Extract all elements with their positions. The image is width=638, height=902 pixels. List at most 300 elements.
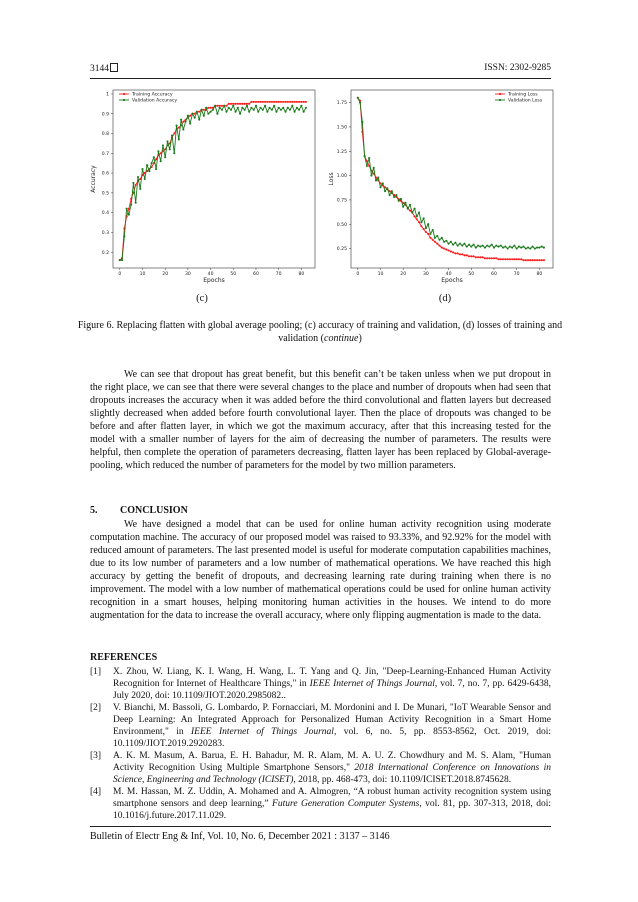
data-point <box>509 258 511 260</box>
data-point <box>239 113 241 115</box>
data-point <box>454 252 456 254</box>
x-tick-label: 0 <box>356 272 360 277</box>
data-point <box>359 102 361 104</box>
data-point <box>364 155 366 157</box>
data-point <box>207 113 209 115</box>
data-point <box>275 101 277 103</box>
data-point <box>255 101 257 103</box>
data-point <box>495 257 497 259</box>
data-point <box>441 237 443 239</box>
data-point <box>235 103 237 105</box>
legend-marker <box>499 93 501 95</box>
data-point <box>141 168 143 170</box>
data-point <box>502 258 504 260</box>
data-point <box>232 103 234 105</box>
caption-text: Figure 6. Replacing flatten with global average pooling; (c) accuracy of training and validation, (d) losses of training and validation ( <box>77 320 563 344</box>
data-point <box>278 101 280 103</box>
data-point <box>525 247 527 249</box>
data-point <box>459 243 461 245</box>
reference-authors: X. Zhou, W. Liang, K. I. Wang, H. Wang, L. T. Yang and Q. Jin, "Deep-Learning-Enhanced Human Activity Recognition for Internet of Healthcare Things," in <box>113 667 551 689</box>
x-tick-label: 40 <box>445 272 452 277</box>
data-point <box>259 107 261 109</box>
reference-details: , vol. 81, pp. 307-313, 2018, doi: 10.1016/j.future.2017.11.029. <box>113 799 551 821</box>
y-tick-label: 1.00 <box>336 174 347 180</box>
data-point <box>237 107 239 109</box>
journal-issn: ISSN: 2302-9285 <box>484 63 551 73</box>
data-point <box>497 258 499 260</box>
x-tick-label: 30 <box>422 272 429 277</box>
data-point <box>162 144 164 146</box>
data-point <box>416 218 418 220</box>
data-point <box>164 156 166 158</box>
caption-suffix: ) <box>358 333 362 344</box>
x-axis-label: Epochs <box>203 277 225 284</box>
data-point <box>287 101 289 103</box>
data-point <box>228 107 230 109</box>
data-point <box>185 121 187 123</box>
data-point <box>532 246 534 248</box>
data-point <box>409 210 411 212</box>
data-point <box>176 125 178 127</box>
legend-label: Validation Accuracy <box>132 98 178 104</box>
data-point <box>132 182 134 184</box>
data-point <box>536 259 538 261</box>
data-point <box>210 107 212 109</box>
data-point <box>210 111 212 113</box>
data-point <box>491 244 493 246</box>
data-point <box>373 167 375 169</box>
data-point <box>305 107 307 109</box>
data-point <box>541 246 543 248</box>
reference-details: , vol. 7, no. 7, pp. 6429-6438, July 2020, doi: 10.1109/JIOT.2020.2985082.. <box>113 679 551 701</box>
data-point <box>221 109 223 111</box>
data-point <box>434 237 436 239</box>
data-point <box>123 235 125 237</box>
data-point <box>511 258 513 260</box>
data-point <box>418 212 420 214</box>
data-point <box>248 111 250 113</box>
data-point <box>221 105 223 107</box>
x-tick-label: 30 <box>184 272 191 277</box>
legend-marker <box>123 93 125 95</box>
data-point <box>298 109 300 111</box>
data-point <box>409 204 411 206</box>
data-point <box>429 233 431 235</box>
legend-marker <box>499 99 501 101</box>
data-point <box>416 215 418 217</box>
data-point <box>504 258 506 260</box>
accuracy-chart-svg <box>87 84 321 290</box>
data-point <box>448 249 450 251</box>
data-point <box>235 111 237 113</box>
loss-chart-svg <box>325 84 559 290</box>
data-point <box>160 160 162 162</box>
y-tick-label: 0.8 <box>101 132 109 138</box>
data-point <box>271 101 273 103</box>
reference-number: [2] <box>90 703 102 713</box>
data-point <box>479 246 481 248</box>
legend-label: Training Loss <box>508 92 538 98</box>
data-point <box>241 107 243 109</box>
data-point <box>189 115 191 117</box>
data-point <box>194 117 196 119</box>
data-point <box>284 101 286 103</box>
data-point <box>473 255 475 257</box>
references-list <box>90 666 551 822</box>
data-point <box>144 178 146 180</box>
data-point <box>282 101 284 103</box>
data-point <box>432 239 434 241</box>
data-point <box>194 113 196 115</box>
discussion-paragraph <box>90 368 551 472</box>
data-point <box>511 247 513 249</box>
data-point <box>239 103 241 105</box>
data-point <box>237 103 239 105</box>
data-point <box>429 237 431 239</box>
data-point <box>532 259 534 261</box>
data-point <box>470 255 472 257</box>
data-point <box>404 202 406 204</box>
reference-item <box>90 786 551 822</box>
data-point <box>427 223 429 225</box>
accuracy-chart <box>87 84 321 290</box>
legend-label: Validation Loss <box>508 98 543 104</box>
x-tick-label: 80 <box>298 272 305 277</box>
data-point <box>232 105 234 107</box>
data-point <box>282 107 284 109</box>
data-point <box>448 243 450 245</box>
data-point <box>230 103 232 105</box>
data-point <box>484 247 486 249</box>
y-tick-label: 0.9 <box>101 112 109 118</box>
caption-italic: continue <box>324 333 359 344</box>
data-point <box>248 103 250 105</box>
data-point <box>459 253 461 255</box>
data-point <box>189 123 191 125</box>
data-point <box>418 221 420 223</box>
section-number: 5. <box>90 505 98 516</box>
data-point <box>275 111 277 113</box>
data-point <box>203 115 205 117</box>
data-point <box>212 109 214 111</box>
data-point <box>357 97 359 99</box>
data-point <box>438 245 440 247</box>
series-line <box>120 106 306 260</box>
data-point <box>479 256 481 258</box>
conclusion-text: We have designed a model that can be used for online human activity recognition using moderate computation machine. The accuracy of our proposed model was raised to 93.33%, and 92.92% for the model with reduced amount of parameters. The last presented model is useful for moderate computation capabilities machines, due to its low number of parameters and a low number of mathematical operations. We have reached this high accuracy by getting the benefit of dropouts, and decreasing learning rate during training when there is no improvement. The model with a low number of mathematical operations could be used for online human activity recognition in a smart houses, helping monitoring human activities in the houses. We intend to do more augmentation for the data to increase the overall accuracy, where only flipping augmentation is made to the data. <box>90 519 551 621</box>
data-point <box>445 248 447 250</box>
data-point <box>457 252 459 254</box>
data-point <box>543 259 545 261</box>
page-number-text: 3144 <box>90 64 109 74</box>
data-point <box>262 109 264 111</box>
data-point <box>425 227 427 229</box>
data-point <box>386 187 388 189</box>
data-point <box>253 109 255 111</box>
data-point <box>289 109 291 111</box>
data-point <box>463 243 465 245</box>
references-title: REFERENCES <box>90 652 158 663</box>
data-point <box>137 176 139 178</box>
data-point <box>135 184 137 186</box>
data-point <box>377 176 379 178</box>
data-point <box>287 107 289 109</box>
page-number-box-icon <box>110 63 118 72</box>
plot-frame <box>351 90 553 268</box>
data-point <box>257 111 259 113</box>
data-point <box>389 194 391 196</box>
data-point <box>166 140 168 142</box>
data-point <box>182 129 184 131</box>
data-point <box>157 150 159 152</box>
reference-item <box>90 750 551 786</box>
data-point <box>457 245 459 247</box>
data-point <box>173 152 175 154</box>
reference-item <box>90 666 551 702</box>
legend-marker <box>123 99 125 101</box>
figure-label-d: (d) <box>438 293 452 304</box>
data-point <box>264 101 266 103</box>
data-point <box>493 247 495 249</box>
reference-number: [3] <box>90 751 102 761</box>
data-point <box>207 107 209 109</box>
y-tick-label: 1 <box>106 92 109 98</box>
data-point <box>436 235 438 237</box>
data-point <box>361 121 363 123</box>
x-tick-label: 20 <box>162 272 169 277</box>
data-point <box>425 231 427 233</box>
data-point <box>518 246 520 248</box>
plot-frame <box>113 90 315 268</box>
data-point <box>298 101 300 103</box>
x-tick-label: 70 <box>275 272 282 277</box>
section-title: CONCLUSION <box>120 505 188 516</box>
x-tick-label: 60 <box>253 272 259 277</box>
data-point <box>432 229 434 231</box>
data-point <box>443 241 445 243</box>
data-point <box>266 111 268 113</box>
data-point <box>507 247 509 249</box>
data-point <box>384 190 386 192</box>
data-point <box>291 105 293 107</box>
data-point <box>151 162 153 164</box>
x-tick-label: 50 <box>230 272 237 277</box>
data-point <box>468 255 470 257</box>
data-point <box>139 188 141 190</box>
data-point <box>225 105 227 107</box>
data-point <box>434 241 436 243</box>
data-point <box>303 101 305 103</box>
data-point <box>182 121 184 123</box>
page-footer <box>90 831 390 842</box>
x-tick-label: 0 <box>118 272 122 277</box>
data-point <box>493 257 495 259</box>
series-line <box>120 102 306 260</box>
data-point <box>119 259 121 261</box>
data-point <box>205 107 207 109</box>
data-point <box>228 103 230 105</box>
data-point <box>484 257 486 259</box>
data-point <box>178 127 180 129</box>
data-point <box>241 103 243 105</box>
data-point <box>153 156 155 158</box>
data-point <box>280 101 282 103</box>
loss-chart <box>325 84 559 290</box>
series-line <box>358 98 544 249</box>
data-point <box>180 119 182 121</box>
data-point <box>534 247 536 249</box>
y-tick-label: 1.50 <box>336 125 347 131</box>
x-tick-label: 40 <box>207 272 214 277</box>
x-axis-label: Epochs <box>441 277 463 284</box>
data-point <box>488 257 490 259</box>
data-point <box>527 247 529 249</box>
reference-details: , vol. 6, no. 5, pp. 8553-8562, Oct. 2019, doi: 10.1109/JIOT.2019.2920283. <box>113 727 551 749</box>
data-point <box>300 105 302 107</box>
data-point <box>452 251 454 253</box>
data-point <box>395 194 397 196</box>
reference-text <box>113 786 551 822</box>
data-point <box>538 247 540 249</box>
data-point <box>468 244 470 246</box>
data-point <box>382 182 384 184</box>
data-point <box>420 225 422 227</box>
data-point <box>497 246 499 248</box>
reference-number: [1] <box>90 667 102 677</box>
data-point <box>427 233 429 235</box>
data-point <box>513 258 515 260</box>
data-point <box>452 244 454 246</box>
data-point <box>230 109 232 111</box>
data-point <box>477 256 479 258</box>
data-point <box>509 246 511 248</box>
legend-label: Training Accuracy <box>132 92 173 98</box>
data-point <box>507 258 509 260</box>
data-point <box>273 105 275 107</box>
data-point <box>541 259 543 261</box>
data-point <box>461 253 463 255</box>
y-tick-label: 1.75 <box>336 101 347 107</box>
data-point <box>255 105 257 107</box>
data-point <box>246 105 248 107</box>
data-point <box>128 214 130 216</box>
x-tick-label: 10 <box>377 272 384 277</box>
data-point <box>534 259 536 261</box>
data-point <box>169 148 171 150</box>
data-point <box>126 208 128 210</box>
data-point <box>269 107 271 109</box>
data-point <box>178 138 180 140</box>
data-point <box>148 170 150 172</box>
data-point <box>466 254 468 256</box>
data-point <box>516 258 518 260</box>
reference-authors: A. K. M. Masum, A. Barua, E. H. Bahadur, M. R. Alam, M. A. U. Z. Chowdhury and M. S. Alam, "Human Activity Recognition Using Multiple Smartphone Sensors," <box>113 751 551 773</box>
reference-venue: 2018 International Conference on Innovations in Science, Engineering and Technology (ICISET) <box>113 763 551 785</box>
y-tick-label: 0.25 <box>336 247 347 253</box>
section-heading <box>90 505 188 516</box>
data-point <box>488 246 490 248</box>
data-point <box>536 247 538 249</box>
data-point <box>491 257 493 259</box>
data-point <box>271 109 273 111</box>
reference-details: , 2018, pp. 468-473, doi: 10.1109/ICISET.2018.8745628. <box>293 775 512 785</box>
data-point <box>366 165 368 167</box>
reference-text <box>113 702 551 750</box>
data-point <box>400 198 402 200</box>
data-point <box>516 247 518 249</box>
data-point <box>171 134 173 136</box>
y-tick-label: 0.5 <box>101 191 109 197</box>
data-point <box>438 239 440 241</box>
data-point <box>477 245 479 247</box>
data-point <box>500 245 502 247</box>
data-point <box>300 101 302 103</box>
data-point <box>257 101 259 103</box>
data-point <box>146 164 148 166</box>
data-point <box>525 259 527 261</box>
data-point <box>219 107 221 109</box>
data-point <box>461 245 463 247</box>
data-point <box>291 101 293 103</box>
reference-venue: Future Generation Computer Systems <box>272 799 420 809</box>
data-point <box>398 200 400 202</box>
data-point <box>502 247 504 249</box>
y-tick-label: 1.25 <box>336 149 347 155</box>
data-point <box>423 217 425 219</box>
data-point <box>305 101 307 103</box>
data-point <box>289 101 291 103</box>
data-point <box>273 101 275 103</box>
data-point <box>527 259 529 261</box>
data-point <box>529 247 531 249</box>
y-tick-label: 0.3 <box>101 231 109 236</box>
data-point <box>436 243 438 245</box>
data-point <box>441 247 443 249</box>
data-point <box>486 245 488 247</box>
data-point <box>196 111 198 113</box>
data-point <box>470 246 472 248</box>
data-point <box>475 256 477 258</box>
data-point <box>214 105 216 107</box>
data-point <box>203 109 205 111</box>
data-point <box>411 212 413 214</box>
data-point <box>121 259 123 261</box>
data-point <box>216 105 218 107</box>
data-point <box>266 101 268 103</box>
reference-number: [4] <box>90 787 102 797</box>
data-point <box>543 247 545 249</box>
data-point <box>173 132 175 134</box>
y-tick-label: 0.50 <box>336 222 347 228</box>
data-point <box>264 105 266 107</box>
data-point <box>198 111 200 113</box>
conclusion-paragraph <box>90 518 551 622</box>
data-point <box>463 254 465 256</box>
data-point <box>379 186 381 188</box>
data-point <box>407 208 409 210</box>
footer-journal: Bulletin of Electr Eng & Inf, Vol. 10, No. 6, December 2021 : <box>90 831 340 842</box>
data-point <box>296 107 298 109</box>
data-point <box>520 247 522 249</box>
series-line <box>358 98 544 260</box>
data-point <box>130 204 132 206</box>
data-point <box>414 215 416 217</box>
data-point <box>414 208 416 210</box>
data-point <box>375 179 377 181</box>
data-point <box>475 247 477 249</box>
data-point <box>473 244 475 246</box>
y-tick-label: 0.6 <box>101 171 109 177</box>
